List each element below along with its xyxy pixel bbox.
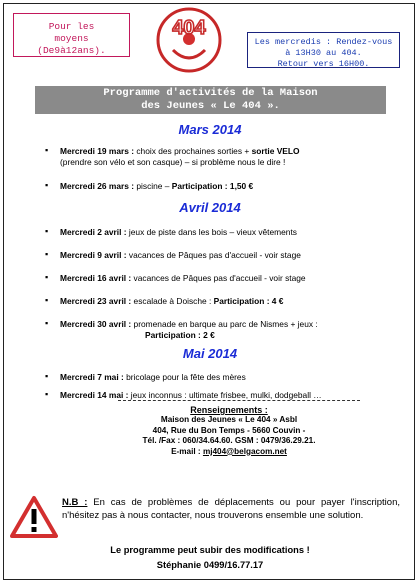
month-heading-march: Mars 2014 — [178, 122, 242, 137]
activity-item — [45, 295, 390, 307]
activity-text: jeux de piste dans les bois – vieux vêtements — [126, 227, 297, 237]
bullet-icon: ▪ — [45, 389, 49, 399]
activity-highlight: sortie VELO — [251, 146, 300, 156]
footer-contact: Stéphanie 0499/16.77.17 — [156, 560, 264, 570]
activity-text: jeux inconnus : ultimate frisbee, mulki, dodgeball … — [128, 390, 322, 400]
logo-404-clown — [155, 6, 223, 74]
audience-line: Pour les — [48, 21, 95, 32]
activity-date: Mercredi 7 mai : — [60, 372, 124, 382]
bullet-icon: ▪ — [45, 371, 49, 381]
nb-label: N.B : — [62, 497, 88, 508]
footer-notice: Le programme peut subir des modifications ! — [110, 545, 310, 555]
activity-date: Mercredi 16 avril : — [60, 273, 132, 283]
activity-text: vacances de Pâques pas d'accueil - voir stage — [126, 250, 301, 260]
activity-text: vacances de Pâques pas d'accueil - voir stage — [131, 273, 306, 283]
audience-line: (De9à12ans). — [37, 45, 106, 56]
activity-price: Participation : 1,50 € — [171, 181, 254, 191]
bullet-icon: ▪ — [45, 180, 49, 190]
banner-line: des Jeunes « Le 404 ». — [141, 100, 280, 112]
month-heading-april: Avril 2014 — [179, 200, 241, 215]
activity-item — [45, 226, 390, 238]
activity-price: Participation : 2 € — [145, 329, 215, 340]
activity-text: (prendre son vélo et son casque) – si problème nous le dire ! — [60, 156, 286, 167]
activity-date: Mercredi 2 avril : — [60, 227, 127, 237]
meeting-line: à 13H30 au 404. — [285, 48, 362, 58]
separator-dashed — [118, 400, 360, 401]
bullet-icon: ▪ — [45, 295, 49, 305]
email-link[interactable]: mj404@belgacom.net — [202, 446, 287, 456]
activity-date: Mercredi 14 mai : — [60, 390, 129, 400]
activity-item — [45, 318, 390, 340]
warning-icon — [10, 495, 58, 539]
nb-text: En cas de problèmes de déplacements ou pour payer l'inscription, n'hésitez pas à nous contacter, nous trouverons ensemble une solution. — [62, 497, 400, 521]
audience-line: moyens — [54, 33, 89, 44]
contact-email-row — [118, 447, 340, 457]
activity-text: bricolage pour la fête des mères — [123, 372, 246, 382]
contact-address: 404, Rue du Bon Temps - 5660 Couvin - — [152, 425, 306, 435]
nb-note — [62, 496, 400, 522]
email-label: E-mail : — [171, 446, 203, 456]
activity-text: promenade en barque au parc de Nismes + jeux : — [131, 319, 318, 329]
activity-item — [45, 180, 390, 192]
activity-date: Mercredi 30 avril : — [60, 319, 132, 329]
activity-item — [45, 371, 390, 383]
activity-item — [45, 249, 390, 261]
meeting-line: Les mercredis : Rendez-vous — [254, 37, 393, 47]
bullet-icon: ▪ — [45, 249, 49, 259]
activity-price: Participation : 4 € — [213, 296, 284, 306]
meeting-line: Retour vers 16H00. — [277, 59, 370, 69]
activity-item — [45, 389, 390, 401]
activity-date: Mercredi 9 avril : — [60, 250, 127, 260]
bullet-icon: ▪ — [45, 272, 49, 282]
audience-box — [13, 13, 130, 57]
activity-text: choix des prochaines sorties + — [134, 146, 252, 156]
activity-item — [45, 272, 390, 284]
month-heading-may: Mai 2014 — [182, 346, 238, 361]
contact-title: Renseignements : — [190, 405, 268, 415]
bullet-icon: ▪ — [45, 226, 49, 236]
bullet-icon: ▪ — [45, 318, 49, 328]
programme-banner — [35, 86, 386, 114]
contact-line: Maison des Jeunes « Le 404 » Asbl — [160, 415, 298, 425]
activity-date: Mercredi 26 mars : — [60, 181, 135, 191]
activity-item — [45, 145, 390, 167]
activity-date: Mercredi 19 mars : — [60, 146, 135, 156]
logo-text: 404 — [172, 17, 206, 39]
contact-block — [118, 405, 340, 457]
contact-phone: Tél. /Fax : 060/34.64.60. GSM : 0479/36.29.21. — [142, 436, 316, 446]
bullet-icon: ▪ — [45, 145, 49, 155]
meeting-info-box — [247, 32, 400, 68]
activity-text: escalade à Doische : — [131, 296, 214, 306]
activity-text: piscine – — [134, 181, 172, 191]
activity-date: Mercredi 23 avril : — [60, 296, 132, 306]
banner-line: Programme d'activités de la Maison — [103, 87, 318, 99]
